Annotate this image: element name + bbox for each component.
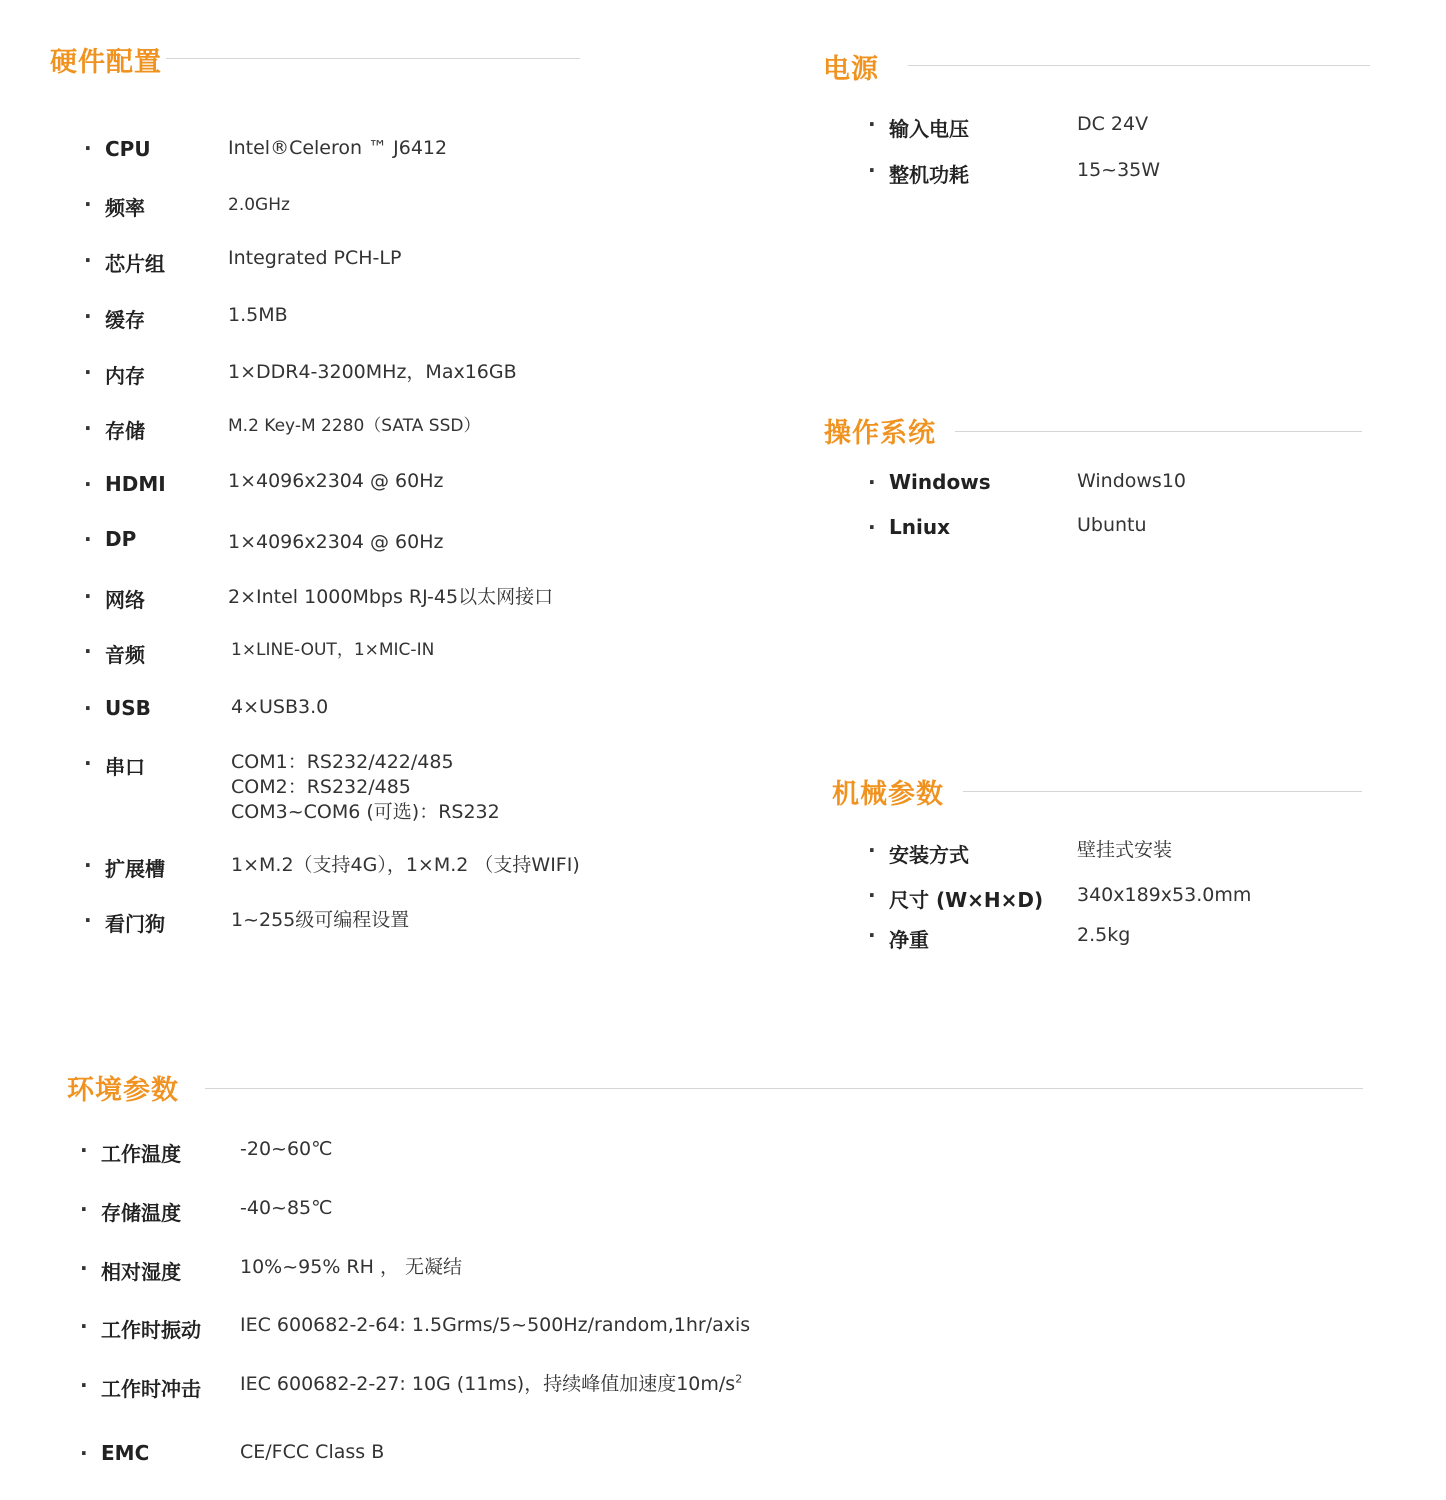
bullet: · <box>84 248 92 272</box>
bullet: · <box>84 416 92 440</box>
spec-label: DP <box>105 527 137 551</box>
bullet: · <box>84 192 92 216</box>
spec-value: M.2 Key-M 2280（SATA SSD） <box>228 416 481 436</box>
spec-value: 壁挂式安装 <box>1077 839 1173 861</box>
section-title-hardware: 硬件配置 <box>50 47 162 78</box>
spec-label: 尺寸 (W×H×D) <box>889 888 1044 912</box>
spec-label: 存储 <box>105 419 145 443</box>
spec-value: Intel®Celeron ™ J6412 <box>228 137 448 159</box>
spec-value: Windows10 <box>1077 470 1186 492</box>
bullet: · <box>80 1256 88 1280</box>
spec-value: 4×USB3.0 <box>231 696 329 718</box>
section-title-environment: 环境参数 <box>67 1075 179 1106</box>
bullet: · <box>868 112 876 136</box>
spec-value <box>240 1372 742 1397</box>
bullet: · <box>84 360 92 384</box>
spec-value: 10%~95% RH ， 无凝结 <box>240 1256 462 1278</box>
bullet: · <box>84 639 92 663</box>
bullet: · <box>80 1314 88 1338</box>
spec-label: 扩展槽 <box>105 857 165 881</box>
spec-value: DC 24V <box>1077 113 1149 135</box>
spec-value: 1×4096x2304 @ 60Hz <box>228 470 444 492</box>
bullet: · <box>80 1138 88 1162</box>
section-title-mechanical: 机械参数 <box>832 779 944 810</box>
spec-value: CE/FCC Class B <box>240 1441 385 1463</box>
spec-value: -20~60℃ <box>240 1138 333 1160</box>
bullet: · <box>84 136 92 160</box>
shock-value-text: IEC 600682-2-27: 10G (11ms)，持续峰值加速度10m/s <box>240 1373 736 1395</box>
spec-value: 1×LINE-OUT，1×MIC-IN <box>231 640 435 660</box>
bullet: · <box>80 1441 88 1465</box>
spec-label: CPU <box>105 137 151 161</box>
bullet: · <box>80 1373 88 1397</box>
section-divider-os <box>955 431 1362 432</box>
section-divider-environment <box>205 1088 1363 1089</box>
spec-value: 1~255级可编程设置 <box>231 909 410 931</box>
spec-label: 工作时冲击 <box>101 1377 201 1401</box>
spec-label: 芯片组 <box>105 252 165 276</box>
bullet: · <box>84 304 92 328</box>
spec-label: 工作温度 <box>101 1142 181 1166</box>
spec-label: EMC <box>101 1441 150 1465</box>
serial-line-1: COM1：RS232/422/485 <box>231 751 454 773</box>
spec-value: 2×Intel 1000Mbps RJ-45以太网接口 <box>228 586 554 608</box>
spec-label: 存储温度 <box>101 1201 181 1225</box>
spec-label: 内存 <box>105 364 145 388</box>
spec-label: USB <box>105 696 151 720</box>
spec-label: 缓存 <box>105 308 145 332</box>
spec-value: 1×4096x2304 @ 60Hz <box>228 531 444 553</box>
spec-value: 1.5MB <box>228 304 288 326</box>
bullet: · <box>868 838 876 862</box>
spec-value-multiline <box>231 750 500 825</box>
spec-label: 音频 <box>105 643 145 667</box>
spec-value: 2.0GHz <box>228 195 290 215</box>
section-divider-mechanical <box>963 791 1362 792</box>
spec-value: 1×M.2（支持4G），1×M.2 （支持WIFI) <box>231 854 580 876</box>
spec-label: 净重 <box>889 928 929 952</box>
spec-value: -40~85℃ <box>240 1197 333 1219</box>
serial-line-2: COM2：RS232/485 <box>231 776 411 798</box>
spec-label: 安装方式 <box>889 843 969 867</box>
superscript: 2 <box>735 1372 743 1386</box>
section-divider-power <box>908 65 1370 66</box>
section-title-os: 操作系统 <box>824 418 936 449</box>
bullet: · <box>868 883 876 907</box>
bullet: · <box>868 923 876 947</box>
spec-label: 相对湿度 <box>101 1260 181 1284</box>
bullet: · <box>868 158 876 182</box>
bullet: · <box>868 515 876 539</box>
bullet: · <box>84 696 92 720</box>
spec-label: 串口 <box>105 755 145 779</box>
spec-value: Ubuntu <box>1077 514 1147 536</box>
spec-value: 15~35W <box>1077 159 1161 181</box>
bullet: · <box>84 472 92 496</box>
spec-label: 频率 <box>105 196 145 220</box>
spec-label: 看门狗 <box>105 912 165 936</box>
spec-value: 340x189x53.0mm <box>1077 884 1252 906</box>
spec-value: Integrated PCH-LP <box>228 247 402 269</box>
spec-value: IEC 600682-2-64: 1.5Grms/5~500Hz/random,1hr/axis <box>240 1314 751 1336</box>
spec-label: HDMI <box>105 472 166 496</box>
spec-label: 工作时振动 <box>101 1318 201 1342</box>
serial-line-3: COM3~COM6 (可选)：RS232 <box>231 801 500 823</box>
section-divider-hardware <box>166 58 580 59</box>
spec-label: 整机功耗 <box>889 163 969 187</box>
bullet: · <box>84 751 92 775</box>
spec-label: Windows <box>889 470 991 494</box>
spec-value: 2.5kg <box>1077 924 1131 946</box>
bullet: · <box>84 584 92 608</box>
bullet: · <box>80 1197 88 1221</box>
spec-label: 网络 <box>105 588 145 612</box>
spec-label: Lniux <box>889 515 950 539</box>
bullet: · <box>868 470 876 494</box>
section-title-power: 电源 <box>823 54 879 85</box>
bullet: · <box>84 853 92 877</box>
bullet: · <box>84 908 92 932</box>
spec-value: 1×DDR4-3200MHz，Max16GB <box>228 361 517 383</box>
bullet: · <box>84 527 92 551</box>
spec-label: 输入电压 <box>889 117 969 141</box>
